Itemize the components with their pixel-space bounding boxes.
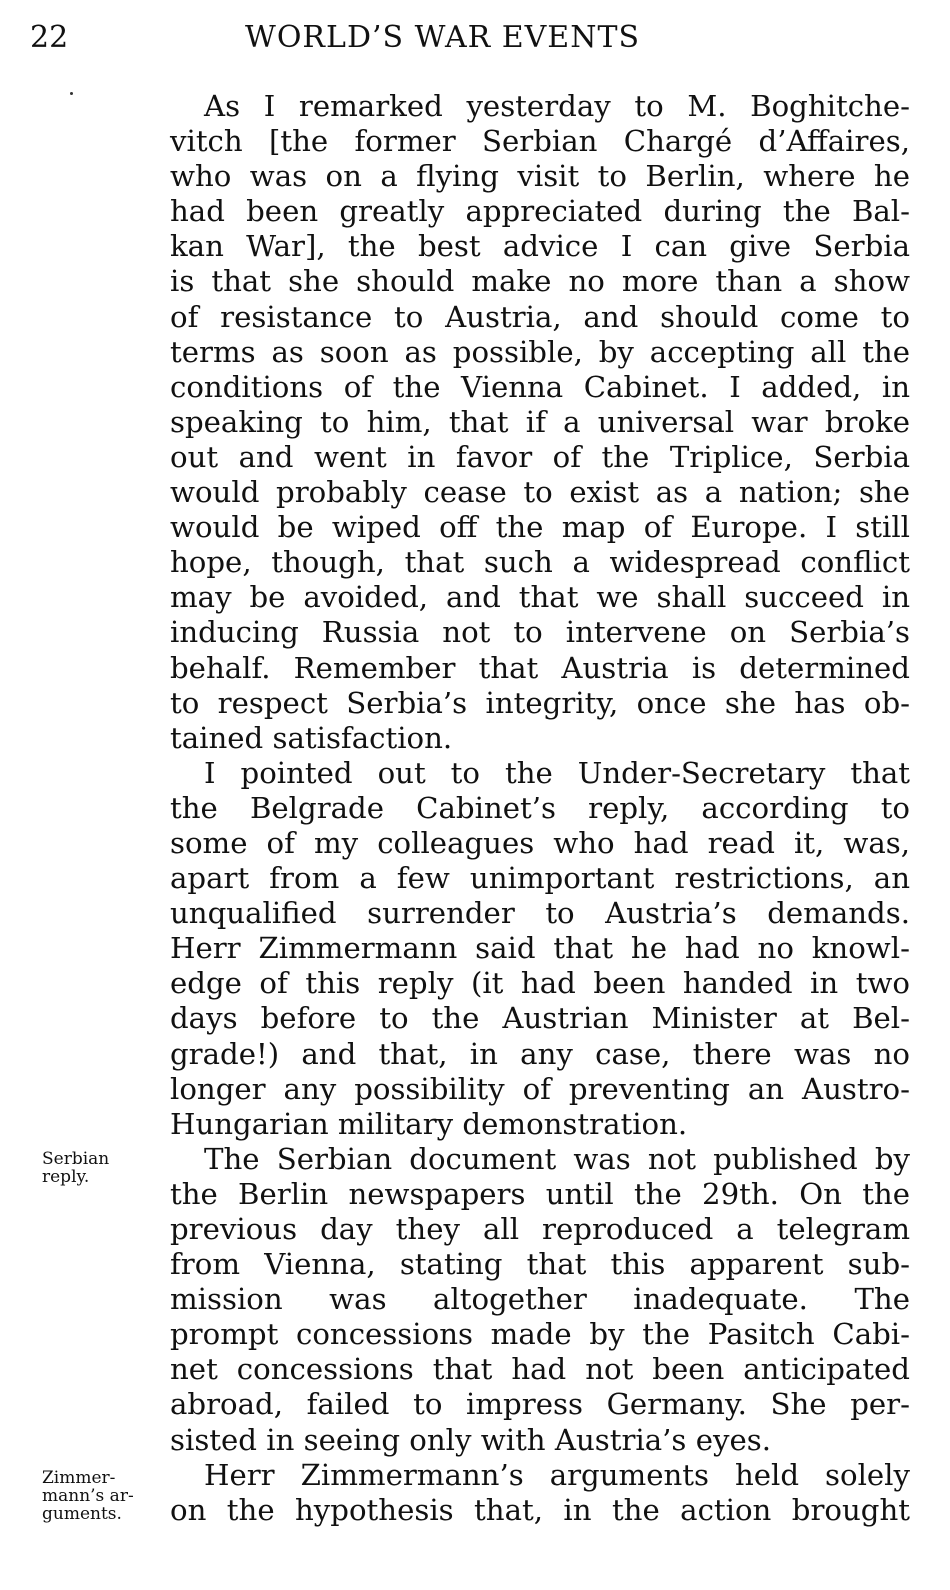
body-text <box>170 89 910 1528</box>
text-line: inducing Russia not to intervene on Serbia’s <box>170 615 910 650</box>
text-line: would be wiped off the map of Europe. I still <box>170 510 910 545</box>
text-line: the Belgrade Cabinet’s reply, according to <box>170 790 910 825</box>
text-line: from Vienna, stating that this apparent sub- <box>170 1247 910 1282</box>
text-line: Hungarian military demonstration. <box>170 1106 688 1141</box>
text-line: is that she should make no more than a show <box>170 264 910 299</box>
text-line: terms as soon as possible, by accepting all the <box>170 334 910 369</box>
text-line: mission was altogether inadequate. The <box>170 1282 910 1317</box>
text-line: As I remarked yesterday to M. Boghitche- <box>204 89 910 123</box>
text-line: on the hypothesis that, in the action brought <box>170 1492 910 1527</box>
margin-note-line: guments. <box>42 1504 122 1524</box>
text-line: apart from a few unimportant restrictions, an <box>170 861 910 896</box>
margin-note-line: Serbian <box>42 1149 110 1169</box>
text-line: conditions of the Vienna Cabinet. I added, in <box>170 369 910 404</box>
text-line: to respect Serbia’s integrity, once she has ob- <box>170 685 910 720</box>
paragraph-1 <box>170 89 910 756</box>
text-line: abroad, failed to impress Germany. She per- <box>170 1387 910 1422</box>
text-line: I pointed out to the Under-Secretary that <box>204 755 910 790</box>
paragraph-4 <box>170 1458 910 1528</box>
text-line: longer any possibility of preventing an Austro- <box>170 1071 910 1106</box>
margin-note-line: mann’s ar- <box>42 1486 134 1506</box>
text-line: sisted in seeing only with Austria’s eyes. <box>170 1422 771 1457</box>
text-line: days before to the Austrian Minister at Bel- <box>170 1001 910 1036</box>
text-line: behalf. Remember that Austria is determined <box>170 650 910 685</box>
text-line: unqualified surrender to Austria’s demands. <box>170 896 910 931</box>
text-line: tained satisfaction. <box>170 720 453 755</box>
text-line: grade!) and that, in any case, there was no <box>170 1036 910 1071</box>
margin-note-zimmermann-arguments <box>42 1469 167 1523</box>
margin-note-line: Zimmer- <box>42 1468 116 1488</box>
text-line: of resistance to Austria, and should come to <box>170 299 910 334</box>
text-line: would probably cease to exist as a nation; she <box>170 475 910 510</box>
paragraph-3 <box>170 1142 910 1458</box>
margin-note-serbian-reply <box>42 1150 167 1186</box>
text-line: The Serbian document was not published by <box>204 1141 910 1176</box>
paragraph-2 <box>170 756 910 1142</box>
text-line: edge of this reply (it had been handed in two <box>170 966 910 1001</box>
text-line: kan War], the best advice I can give Serbia <box>170 229 910 264</box>
print-speck <box>70 92 73 95</box>
margin-note-line: reply. <box>42 1167 90 1187</box>
text-line: the Berlin newspapers until the 29th. On the <box>170 1176 910 1211</box>
text-line: Herr Zimmermann said that he had no knowl- <box>170 931 910 966</box>
text-line: had been greatly appreciated during the Bal- <box>170 194 910 229</box>
text-line: net concessions that had not been anticipated <box>170 1352 910 1387</box>
text-line: hope, though, that such a widespread conflict <box>170 545 910 580</box>
text-line: previous day they all reproduced a telegram <box>170 1212 910 1246</box>
text-line: may be avoided, and that we shall succeed in <box>170 580 910 615</box>
running-title: WORLD’S WAR EVENTS <box>245 20 641 55</box>
text-line: who was on a flying visit to Berlin, where he <box>170 159 910 194</box>
running-head <box>30 18 910 62</box>
text-line: prompt concessions made by the Pasitch Cabi- <box>170 1317 910 1352</box>
text-line: vitch [the former Serbian Chargé d’Affaires, <box>170 124 910 159</box>
text-line: some of my colleagues who had read it, was, <box>170 825 910 860</box>
page-number: 22 <box>30 20 69 55</box>
text-line: Herr Zimmermann’s arguments held solely <box>204 1457 910 1492</box>
text-line: out and went in favor of the Triplice, Serbia <box>170 439 910 474</box>
text-line: speaking to him, that if a universal war broke <box>170 404 910 439</box>
